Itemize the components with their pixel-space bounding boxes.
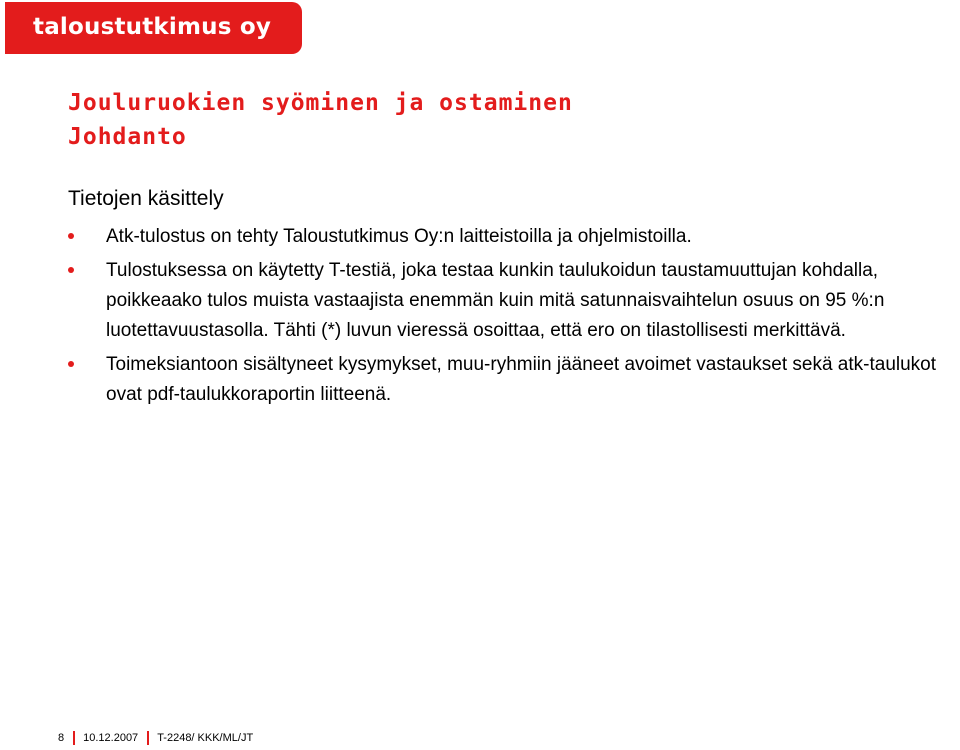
section-heading: Tietojen käsittely	[68, 187, 224, 210]
company-logo	[5, 2, 302, 54]
bullet-dot-icon	[68, 233, 74, 239]
bullet-dot-icon	[68, 267, 74, 273]
title-line-2: Johdanto	[68, 124, 187, 150]
footer-divider	[73, 731, 75, 745]
footer-reference: T-2248/ KKK/ML/JT	[157, 732, 254, 744]
bullet-item	[68, 350, 956, 410]
bullet-item	[68, 256, 956, 346]
logo-text: taloustutkimus oy	[33, 13, 272, 40]
bullet-text: Toimeksiantoon sisältyneet kysymykset, muu-ryhmiin jääneet avoimet vastaukset sekä atk-taulukot ovat pdf-taulukkoraportin liitteenä.	[106, 354, 937, 405]
bullet-list	[68, 222, 956, 414]
page-footer	[58, 731, 253, 745]
bullet-dot-icon	[68, 361, 74, 367]
bullet-text: Tulostuksessa on käytetty T-testiä, joka testaa kunkin taulukoidun taustamuuttujan kohdalla, poikkeaako tulos muista vastaajista enemmän kuin mitä satunnaisvaihtelun osuus on 95 %:n luotettavuustasolla. Tähti (*) luvun vieressä osoittaa, että ero on tilastollisesti merkittävä.	[106, 260, 885, 341]
bullet-text: Atk-tulostus on tehty Taloustutkimus Oy:n laitteistoilla ja ohjelmistoilla.	[106, 226, 692, 247]
page-number: 8	[58, 732, 65, 744]
page-title	[68, 86, 573, 154]
bullet-item	[68, 222, 956, 252]
footer-divider	[147, 731, 149, 745]
footer-date: 10.12.2007	[83, 732, 139, 744]
title-line-1: Jouluruokien syöminen ja ostaminen	[68, 90, 573, 116]
